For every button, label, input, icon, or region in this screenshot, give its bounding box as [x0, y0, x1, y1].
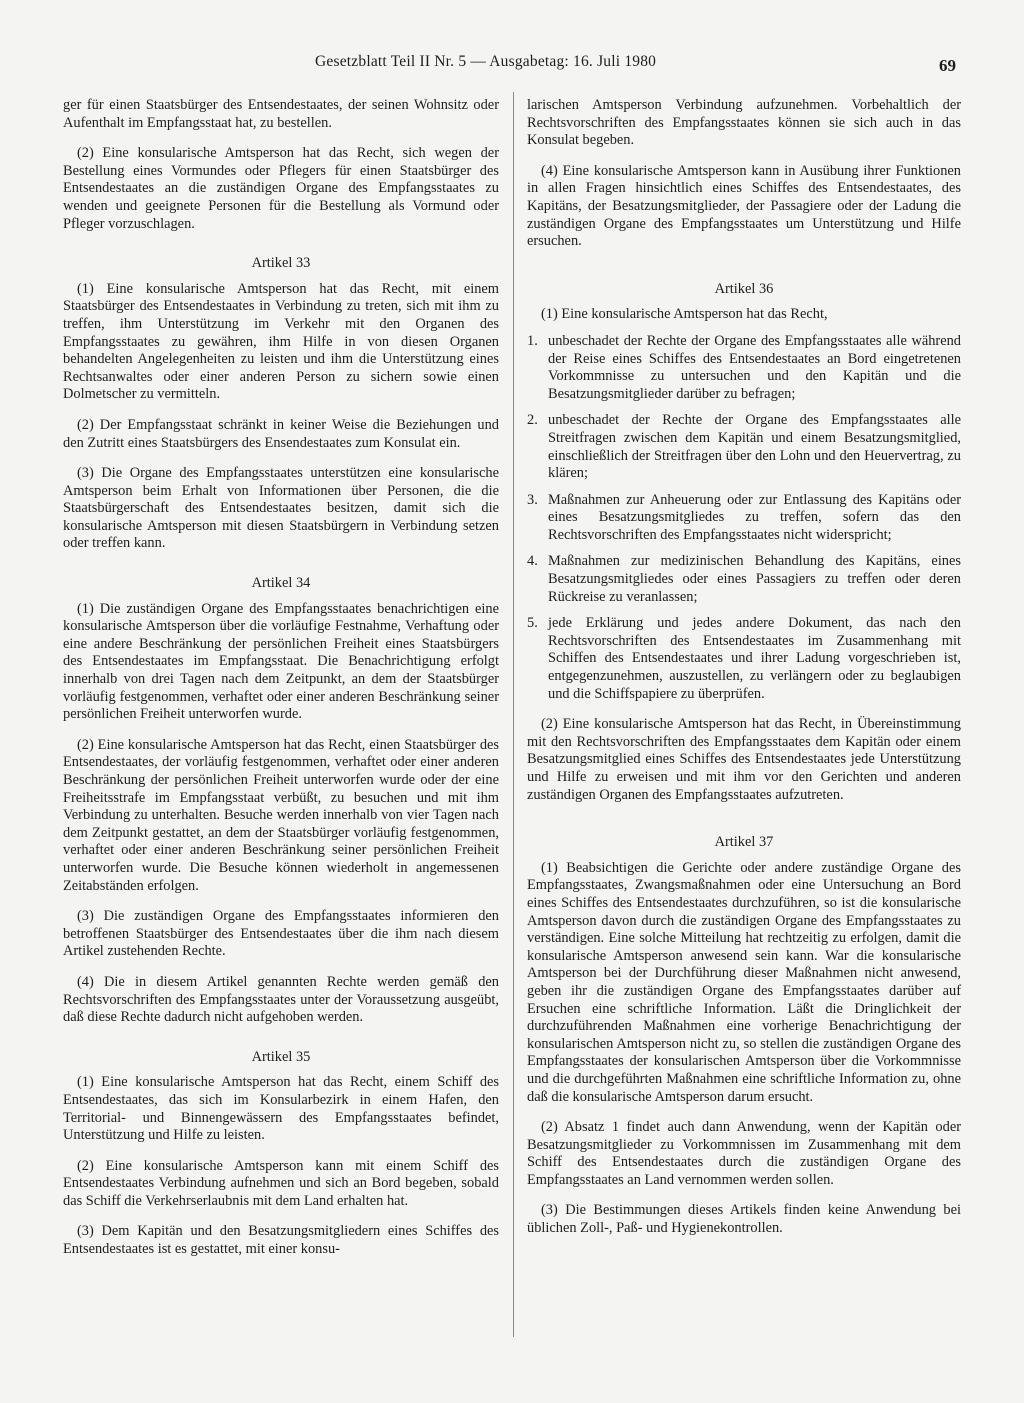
column-divider: [513, 92, 514, 1337]
list-number: 1.: [527, 332, 538, 349]
page-number: 69: [939, 56, 956, 75]
list-number: 5.: [527, 615, 538, 632]
paragraph: (2) Eine konsularische Amtsperson hat das Recht, sich wegen der Bestellung eines Vormundes oder Pflegers für einen Staatsbürger des Entsendestaates an die zuständigen Organe des Empfangsstaates zu wenden und geeignete Personen für die Bestellung als Vormund oder Pfleger vorzuschlagen.: [63, 145, 499, 232]
article-34-heading: Artikel 34: [251, 575, 311, 592]
article-33-heading: Artikel 33: [251, 255, 311, 272]
paragraph: (4) Eine konsularische Amtsperson kann in Ausübung ihrer Funktionen in allen Fragen hinsichtlich eines Schiffes des Entsendestaates, des Kapitäns, der Besatzungsmitglieder, der Passagiere oder der Ladung die zuständigen Organe des Empfangsstaates um Unterstützung und Hilfe ersuchen.: [527, 162, 961, 250]
paragraph: (2) Eine konsularische Amtsperson hat das Recht, in Übereinstimmung mit den Rechtsvorschriften des Empfangsstaates dem Kapitän oder einem Besatzungsmitglied eines Schiffes des Entsendestaates jede Unterstützung und Hilfe zu erweisen und mit ihm vor den Gerichten und anderen zuständigen Organen des Empfangsstaates aufzutreten.: [527, 716, 961, 803]
list-text: jede Erklärung und jedes andere Dokument, das nach den Rechtsvorschriften des Entsendestaates im Zusammenhang mit Schiffen des Entsendestaates und ihrer Ladung vorgeschrieben ist, entgegenzunehmen, auszustellen, zu verlängern oder zu beglaubigen und die Schiffspapiere zu überprüfen.: [548, 615, 961, 702]
list-item: [527, 333, 961, 403]
list-text: unbeschadet der Rechte der Organe des Empfangsstaates alle Streitfragen zwischen dem Kapitän und einem Besatzungsmitglied, einschließlich der Streitfragen über den Lohn und den Heuervertrag, zu klären;: [548, 412, 961, 482]
list-text: unbeschadet der Rechte der Organe des Empfangsstaates alle während der Reise eines Schiffes des Entsendestaates an Bord eingetretenen Vorkommnisse zu untersuchen und den Kapitän und die Besatzungsmitglieder darüber zu befragen;: [548, 332, 961, 402]
paragraph: (3) Die Organe des Empfangsstaates unterstützen eine konsularische Amtsperson beim Erhalt von Informationen über Personen, die die Staatsbürgerschaft des Entsendestaates besitzen, damit sich die konsularische Amtsperson mit diesen Staatsbürgern in Verbindung setzen oder treffen kann.: [63, 465, 499, 552]
list-item: [527, 615, 961, 703]
paragraph: (4) Die in diesem Artikel genannten Rechte werden gemäß den Rechtsvorschriften des Empfangsstaates unter der Voraussetzung ausgeübt, daß diese Rechte dadurch nicht aufgehoben werden.: [63, 973, 499, 1026]
paragraph: (1) Beabsichtigen die Gerichte oder andere zuständige Organe des Empfangsstaates, Zwangsmaßnahmen oder eine Untersuchung an Bord eines Schiffes des Entsendestaates durchzuführen, so ist die konsularische Amtsperson davon durch die zuständigen Organe des Empfangsstaates zu verständigen. Eine solche Mitteilung hat rechtzeitig zu erfolgen, damit die konsularische Amtsperson anwesend sein kann. War die konsularische Amtsperson bei der Durchführung dieser Maßnahmen nicht anwesend, geben ihr die zuständigen Organe des Empfangsstaates darüber auf Ersuchen eine schriftliche Information. Läßt die Dringlichkeit der durchzuführenden Maßnahmen eine vorherige Benachrichtigung der konsularischen Amtsperson nicht zu, so stellen die zuständigen Organe des Empfangsstaates der konsularischen Amtsperson über die Vorkommnisse und die durchgeführten Maßnahmen eine schriftliche Information zu, ohne daß die konsularische Amtsperson darum ersucht.: [527, 859, 961, 1105]
page-header: [0, 53, 1024, 77]
article-37-heading: Artikel 37: [714, 834, 774, 851]
list-number: 2.: [527, 412, 538, 429]
paragraph: (1) Eine konsularische Amtsperson hat das Recht, mit einem Staatsbürger des Entsendestaates in Verbindung zu treten, sich mit ihm zu treffen, ihm Unterstützung im Verkehr mit den Organen des Empfangsstaates zu gewähren, ihm Hilfe in von diesen Organen behandelten Angelegenheiten zu leisten und ihm die Unterstützung eines Rechtsanwaltes oder einer anderen Person zu sichern sowie einen Dolmetscher zu vermitteln.: [63, 280, 499, 403]
paragraph: (3) Dem Kapitän und den Besatzungsmitgliedern eines Schiffes des Entsendestaates ist es gestattet, mit einer konsu-: [63, 1223, 499, 1258]
paragraph: (1) Die zuständigen Organe des Empfangsstaates benachrichtigen eine konsularische Amtsperson über die vorläufige Festnahme, Verhaftung oder eine andere Beschränkung der persönlichen Freiheit eines Staatsbürgers des Entsendestaates im Empfangsstaat. Die Benachrichtigung erfolgt innerhalb von drei Tagen nach dem Zeitpunkt, an dem der Staatsbürger vorläufig festgenommen, verhaftet oder einer anderen Beschränkung seiner persönlichen Freiheit unterworfen wurde.: [63, 600, 499, 723]
list-item: [527, 412, 961, 482]
left-column: [63, 97, 499, 1272]
list-item: [527, 553, 961, 606]
paragraph: (2) Eine konsularische Amtsperson kann mit einem Schiff des Entsendestaates Verbindung aufnehmen und sich an Bord begeben, sobald das Schiff die Verkehrserlaubnis mit dem Land erhalten hat.: [63, 1157, 499, 1209]
paragraph: larischen Amtsperson Verbindung aufzunehmen. Vorbehaltlich der Rechtsvorschriften des Empfangsstaates können sie sich auch in das Konsulat begeben.: [527, 97, 961, 149]
list-item: [527, 492, 961, 545]
paragraph: (2) Eine konsularische Amtsperson hat das Recht, einen Staatsbürger des Entsendestaates, der vorläufig festgenommen, verhaftet oder einer anderen Beschränkung der persönlichen Freiheit unterworfen wurde oder der eine Freiheitsstrafe im Empfangsstaat verbüßt, zu besuchen und mit ihm Verbindung zu unterhalten. Besuche werden innerhalb von vier Tagen nach dem Zeitpunkt gestattet, an dem der Staatsbürger vorläufig festgenommen, verhaftet oder einer anderen Beschränkung seiner persönlichen Freiheit unterworfen wurde. Die Besuche können wiederholt in angemessenen Zeitabständen erfolgen.: [63, 736, 499, 894]
paragraph: (2) Der Empfangsstaat schränkt in keiner Weise die Beziehungen und den Zutritt eines Staatsbürgers des Ensendestaates zum Konsulat ein.: [63, 416, 499, 451]
article-35-heading: Artikel 35: [251, 1048, 311, 1065]
list-number: 4.: [527, 553, 538, 570]
paragraph: (3) Die Bestimmungen dieses Artikels finden keine Anwendung bei üblichen Zoll-, Paß- und Hygienekontrollen.: [527, 1202, 961, 1237]
article-36-heading: Artikel 36: [714, 280, 774, 297]
header-title: Gesetzblatt Teil II Nr. 5 — Ausgabetag: 16. Juli 1980: [315, 53, 657, 70]
paragraph: (2) Absatz 1 findet auch dann Anwendung, wenn der Kapitän oder Besatzungsmitglieder zu Vorkommnissen im Zusammenhang mit dem Schiff des Entsendestaates durch die zuständigen Organe des Empfangsstaates an Land vernommen werden sollen.: [527, 1119, 961, 1188]
list-number: 3.: [527, 491, 538, 508]
paragraph: ger für einen Staatsbürger des Entsendestaates, der seinen Wohnsitz oder Aufenthalt im Empfangsstaat hat, zu bestellen.: [63, 97, 499, 131]
paragraph: (3) Die zuständigen Organe des Empfangsstaates informieren den betroffenen Staatsbürger des Entsendestaates über die ihm nach diesem Artikel zustehenden Rechte.: [63, 908, 499, 960]
list-text: Maßnahmen zur Anheuerung oder zur Entlassung des Kapitäns oder eines Besatzungsmitgliedes zu treffen, sofern das den Rechtsvorschriften des Empfangsstaates nicht widerspricht;: [548, 491, 961, 543]
paragraph: (1) Eine konsularische Amtsperson hat das Recht, einem Schiff des Entsendestaates, das sich im Konsularbezirk in einem Hafen, den Territorial- und Binnengewässern des Empfangsstaates befindet, Unterstützung und Hilfe zu leisten.: [63, 1074, 499, 1144]
paragraph: (1) Eine konsularische Amtsperson hat das Recht,: [541, 306, 828, 323]
right-column: [527, 97, 961, 1251]
list-text: Maßnahmen zur medizinischen Behandlung des Kapitäns, eines Besatzungsmitgliedes oder eines Passagiers zu treffen oder deren Rückreise zu veranlassen;: [548, 553, 961, 605]
